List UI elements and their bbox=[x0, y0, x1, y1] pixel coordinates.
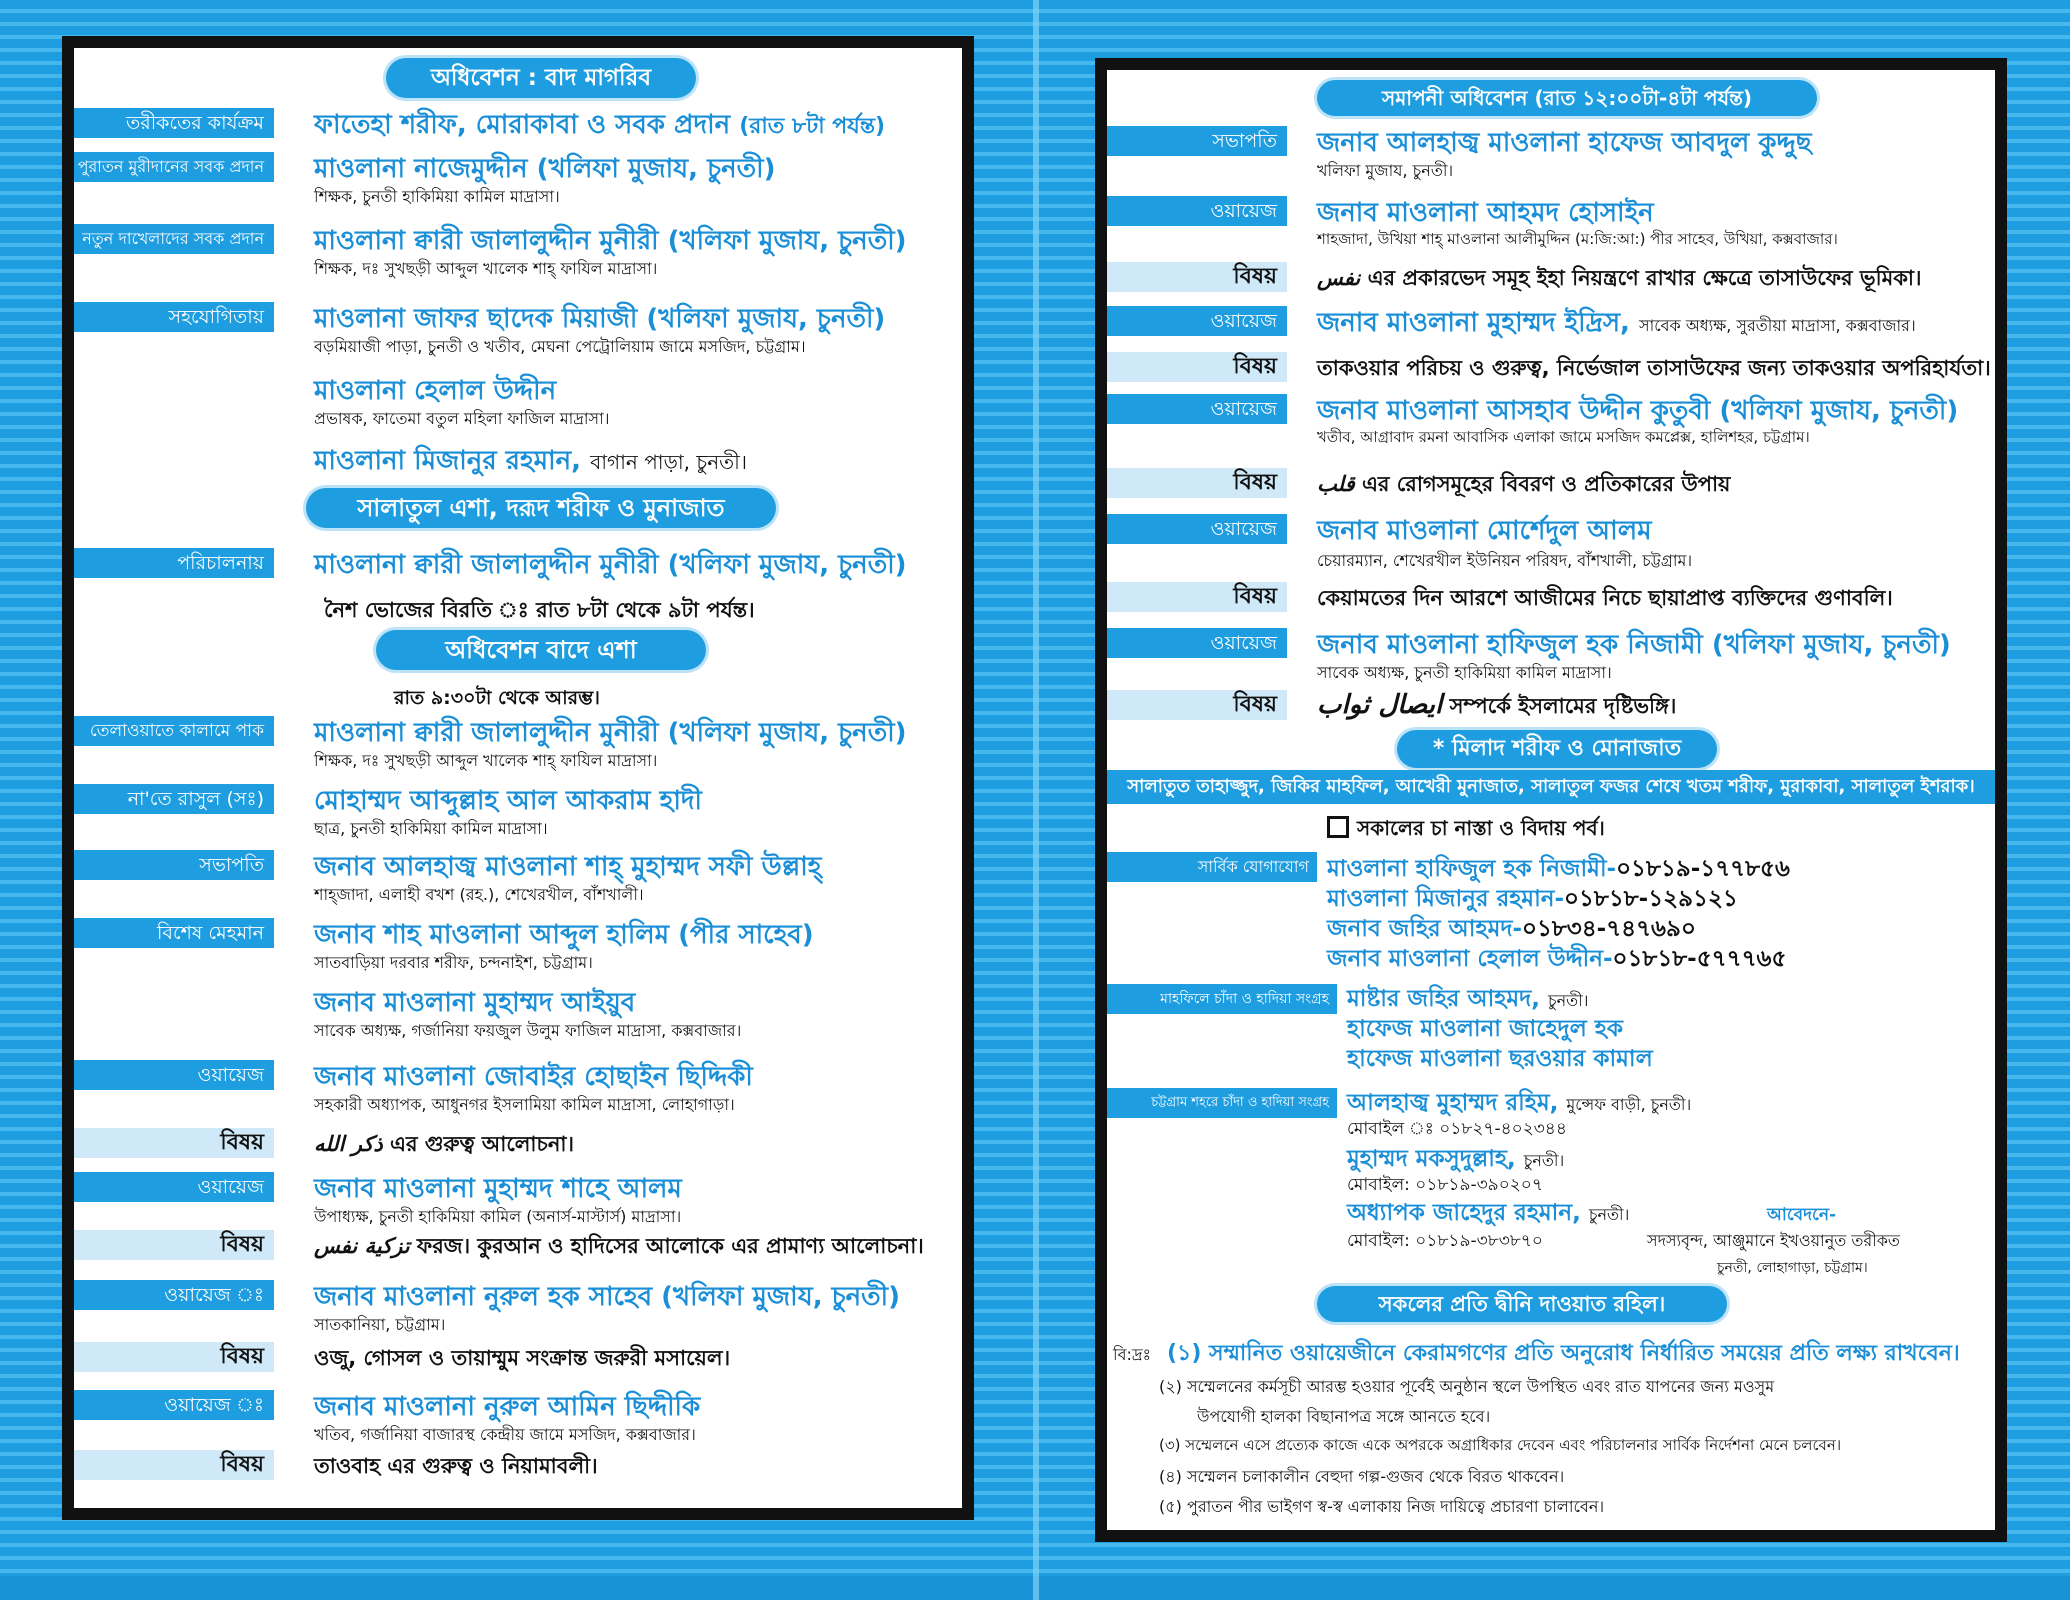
row-name: মাওলানা ক্বারী জালালুদ্দীন মুনীরী (খলিফা মুজায, চুনতী) bbox=[314, 550, 907, 580]
contact-name: জনাব জহির আহমদ- bbox=[1327, 916, 1522, 942]
arabic-term: تزكية نفس bbox=[314, 1233, 410, 1258]
row-label: বিষয় bbox=[74, 1128, 274, 1158]
row-name: মাওলানা নাজেমুদ্দীন (খলিফা মুজায, চুনতী) bbox=[314, 154, 776, 184]
row-label: ওয়ায়েজ bbox=[1107, 196, 1287, 226]
contact-line bbox=[1327, 940, 1786, 979]
dinner-break: নৈশ ভোজের বিরতি ঃ রাত ৮টা থেকে ৯টা পর্যন্ত। bbox=[324, 598, 755, 622]
row-sub: ছাত্র, চুনতী হাকিমিয়া কামিল মাদ্রাসা। bbox=[314, 819, 548, 838]
row-label: না'তে রাসুল (সঃ) bbox=[74, 784, 274, 814]
contact-name: জনাব মাওলানা হেলাল উদ্দীন- bbox=[1327, 946, 1613, 972]
row-name: জনাব মাওলানা নুরুল হক সাহেব (খলিফা মুজায, চুনতী) bbox=[314, 1282, 901, 1312]
row-label: ওয়ায়েজ ঃ bbox=[74, 1280, 274, 1310]
breakfast-line bbox=[1327, 814, 1605, 847]
row-topic bbox=[314, 1230, 924, 1265]
topic-text: এর গুরুত্ব আলোচনা। bbox=[390, 1132, 574, 1156]
row-name-text: ফাতেহা শরীফ, মোরাকাবা ও সবক প্রদান bbox=[314, 110, 731, 140]
row-sub: সাতবাড়িয়া দরবার শরীফ, চন্দনাইশ, চট্টগ্রাম। bbox=[314, 953, 593, 972]
arabic-term: ذكر الله bbox=[314, 1131, 383, 1156]
row-topic bbox=[1317, 262, 1922, 297]
extra-name-text: মাওলানা মিজানুর রহমান, bbox=[314, 446, 582, 476]
topic-text: এর রোগসমূহের বিবরণ ও প্রতিকারের উপায় bbox=[1361, 472, 1731, 496]
arabic-term: ايصال ثواب bbox=[1317, 690, 1443, 720]
right-panel bbox=[1095, 58, 2007, 1542]
row-label: বিষয় bbox=[1107, 352, 1287, 382]
header-closing: সমাপনী অধিবেশন (রাত ১২:০০টা-৪টা পর্যন্ত) bbox=[1317, 80, 1817, 116]
row-sub: খতীব, আগ্রাবাদ রমনা আবাসিক এলাকা জামে মসজিদ কমপ্লেক্স, হালিশহর, চট্টগ্রাম। bbox=[1317, 428, 1810, 446]
row-name: মাওলানা জাফর ছাদেক মিয়াজী (খলিফা মুজায, চুনতী) bbox=[314, 304, 886, 334]
row-topic: তাওবাহ এর গুরুত্ব ও নিয়ামাবলী। bbox=[314, 1454, 598, 1478]
row-name: জনাব মাওলানা মুহাম্মদ শাহে আলম bbox=[314, 1174, 682, 1204]
row-sub: শিক্ষক, দঃ সুখছড়ী আব্দুল খালেক শাহ্ ফাযিল মাদ্রাসা। bbox=[314, 259, 658, 278]
row-label: পরিচালনায় bbox=[74, 548, 274, 578]
arabic-term: نفس bbox=[1317, 265, 1361, 290]
row-sub: সাতকানিয়া, চট্টগ্রাম। bbox=[314, 1315, 446, 1334]
note-item: (৪) সম্মেলন চলাকালীন বেহুদা গল্প-গুজব থেকে বিরত থাকবেন। bbox=[1159, 1467, 1565, 1486]
row-label: বিষয় bbox=[1107, 690, 1287, 720]
extra-name-small: বাগান পাড়া, চুনতী। bbox=[590, 450, 748, 474]
donation-name: মাষ্টার জহির আহমদ, bbox=[1347, 986, 1540, 1012]
row-label: বিষয় bbox=[74, 1342, 274, 1372]
left-panel bbox=[62, 36, 974, 1520]
donation-place: চুনতী। bbox=[1547, 991, 1589, 1010]
topic-text: সম্পর্কে ইসলামের দৃষ্টিভঙ্গি। bbox=[1449, 694, 1677, 718]
city-name: আলহাজ্ব মুহাম্মদ রহিম, bbox=[1347, 1090, 1559, 1116]
city-label: চট্টগ্রাম শহরে চাঁদা ও হাদিয়া সংগ্রহ bbox=[1107, 1088, 1337, 1118]
donation-line: হাফেজ মাওলানা ছরওয়ার কামাল bbox=[1347, 1046, 1653, 1072]
row-name: মাওলানা ক্বারী জালালুদ্দীন মুনীরী (খলিফা মুজায, চুনতী) bbox=[314, 226, 907, 256]
breakfast-text: সকালের চা নাস্তা ও বিদায় পর্ব। bbox=[1357, 816, 1605, 840]
city-phone: মোবাইল ঃ ০১৮২৭-৪০২৩৪৪ bbox=[1347, 1119, 1567, 1139]
row-label: ওয়ায়েজ bbox=[74, 1060, 274, 1090]
city-name: অধ্যাপক জাহেদুর রহমান, bbox=[1347, 1200, 1581, 1226]
row-name: জনাব আলহাজ্ব মাওলানা হাফেজ আবদুল কুদ্দুছ bbox=[1317, 128, 1812, 158]
city-phone: মোবাইল: ০১৮১৯-৩৮৩৮৭০ bbox=[1347, 1231, 1543, 1251]
arabic-term: قلب bbox=[1317, 471, 1355, 496]
row-label: বিষয় bbox=[1107, 262, 1287, 292]
checkbox-icon bbox=[1327, 816, 1349, 838]
contact-number: ০১৮১৮-১২৯১২১ bbox=[1564, 886, 1738, 912]
row-sub: বড়মিয়াজী পাড়া, চুনতী ও খতীব, মেঘনা পেট্রোলিয়াম জামে মসজিদ, চট্টগ্রাম। bbox=[314, 337, 806, 356]
header-isha: সালাতুল এশা, দরূদ শরীফ ও মুনাজাত bbox=[306, 488, 776, 528]
appeal-title: আবেদনে- bbox=[1767, 1205, 1837, 1225]
extra-sub: প্রভাষক, ফাতেমা বতুল মহিলা ফাজিল মাদ্রাসা। bbox=[314, 409, 610, 428]
row-name: জনাব মাওলানা মোর্শেদুল আলম bbox=[1317, 516, 1652, 546]
appeal-line: চুনতী, লোহাগাড়া, চট্টগ্রাম। bbox=[1717, 1260, 1868, 1276]
row-label: সভাপতি bbox=[1107, 126, 1287, 156]
fold-line bbox=[1033, 0, 1039, 1600]
contact-name: মাওলানা মিজানুর রহমান- bbox=[1327, 886, 1565, 912]
row-name: মাওলানা ক্বারী জালালুদ্দীন মুনীরী (খলিফা মুজায, চুনতী) bbox=[314, 718, 907, 748]
row-label: পুরাতন মুরীদানের সবক প্রদান bbox=[74, 152, 274, 182]
row-label: বিষয় bbox=[1107, 468, 1287, 498]
row-label: বিষয় bbox=[1107, 582, 1287, 612]
extra-name bbox=[314, 440, 747, 484]
row-label: নতুন দাখেলাদের সবক প্রদান bbox=[74, 224, 274, 254]
row-sub: সহকারী অধ্যাপক, আধুনগর ইসলামিয়া কামিল মাদ্রাসা, লোহাগাড়া। bbox=[314, 1095, 735, 1114]
row-name: জনাব মাওলানা হাফিজুল হক নিজামী (খলিফা মুজায, চুনতী) bbox=[1317, 630, 1951, 660]
row-sub: চেয়ারম্যান, শেখেরখীল ইউনিয়ন পরিষদ, বাঁশখালী, চট্টগ্রাম। bbox=[1317, 551, 1693, 570]
donation-label: মাহফিলে চাঁদা ও হাদিয়া সংগ্রহ bbox=[1107, 984, 1337, 1014]
row-label: ওয়ায়েজ bbox=[1107, 306, 1287, 336]
extra-name: জনাব মাওলানা মুহাম্মদ আইয়ুব bbox=[314, 988, 636, 1018]
city-place: চুনতী। bbox=[1588, 1205, 1630, 1224]
row-sub: শাহজাদা, উখিয়া শাহ্ মাওলানা আলীমুদ্দিন (ম:জি:আ:) পীর সাহেব, উখিয়া, কক্সবাজার। bbox=[1317, 230, 1838, 248]
note-item: (২) সম্মেলনের কর্মসূচী আরম্ভ হওয়ার পূর্বেই অনুষ্ঠান স্থলে উপস্থিত এবং রাত যাপনের জন্য মওসুম bbox=[1159, 1377, 1775, 1396]
row-sub: খলিফা মুজায, চুনতী। bbox=[1317, 161, 1454, 180]
row-name: মোহাম্মদ আব্দুল্লাহ আল আকরাম হাদী bbox=[314, 786, 702, 816]
start-time: রাত ৯:৩০টা থেকে আরম্ভ। bbox=[394, 687, 600, 709]
row-sub: উপাধ্যক্ষ, চুনতী হাকিমিয়া কামিল (অনার্স-মাস্টার্স) মাদ্রাসা। bbox=[314, 1207, 682, 1226]
topic-text: ফরজ। কুরআন ও হাদিসের আলোকে এর প্রামাণ্য আলোচনা। bbox=[416, 1234, 924, 1258]
contact-number: ০১৮১৮-৫৭৭৭৬৫ bbox=[1612, 946, 1787, 972]
extra-name: মাওলানা হেলাল উদ্দীন bbox=[314, 376, 557, 406]
header-maghrib: অধিবেশন : বাদ মাগরিব bbox=[386, 58, 696, 98]
row-label: ওয়ায়েজ ঃ bbox=[74, 1390, 274, 1420]
row-name-small: সাবেক অধ্যক্ষ, সুরতীয়া মাদ্রাসা, কক্সবাজার। bbox=[1639, 316, 1916, 335]
row-name-text: জনাব মাওলানা মুহাম্মদ ইদ্রিস, bbox=[1317, 308, 1630, 338]
row-name: জনাব মাওলানা আসহাব উদ্দীন কুতুবী (খলিফা মুজায, চুনতী) bbox=[1317, 396, 1959, 426]
note-item: (১) সম্মানিত ওয়ায়েজীনে কেরামগণের প্রতি অনুরোধ নির্ধারিত সময়ের প্রতি লক্ষ্য রাখবেন। bbox=[1167, 1341, 1960, 1366]
city-place: মুন্সেফ বাড়ী, চুনতী। bbox=[1566, 1095, 1692, 1114]
row-topic: কেয়ামতের দিন আরশে আজীমের নিচে ছায়াপ্রাপ্ত ব্যক্তিদের গুণাবলি। bbox=[1317, 586, 1893, 610]
topic-text: এর প্রকারভেদ সমূহ ইহা নিয়ন্ত্রণে রাখার ক্ষেত্রে তাসাউফের ভূমিকা। bbox=[1367, 266, 1922, 290]
row-sub: খতিব, গর্জানিয়া বাজারস্থ কেন্দ্রীয় জামে মসজিদ, কক্সবাজার। bbox=[314, 1425, 696, 1444]
row-topic bbox=[1317, 690, 1676, 725]
header-milad: * মিলাদ শরীফ ও মোনাজাত bbox=[1397, 730, 1717, 768]
row-label: বিশেষ মেহমান bbox=[74, 918, 274, 948]
row-name bbox=[1317, 302, 1916, 346]
row-topic bbox=[1317, 468, 1730, 503]
city-phone: মোবাইল: ০১৮১৯-৩৯০২০৭ bbox=[1347, 1175, 1543, 1195]
row-sub: সাবেক অধ্যক্ষ, চুনতী হাকিমিয়া কামিল মাদ্রাসা। bbox=[1317, 663, 1612, 682]
row-topic: ওজু, গোসল ও তায়াম্মুম সংক্রান্ত জরুরী মসায়েল। bbox=[314, 1346, 731, 1370]
row-name: জনাব মাওলানা আহমদ হোসাইন bbox=[1317, 198, 1654, 228]
row-label: সহযোগিতায় bbox=[74, 302, 274, 332]
notes-prefix: বি:দ্রঃ bbox=[1113, 1345, 1152, 1364]
row-name bbox=[314, 104, 885, 148]
row-sub: শিক্ষক, দঃ সুখছড়ী আব্দুল খালেক শাহ্ ফাযিল মাদ্রাসা। bbox=[314, 751, 658, 770]
row-topic bbox=[314, 1128, 574, 1163]
row-label: বিষয় bbox=[74, 1450, 274, 1480]
contact-label: সার্বিক যোগাযোগ bbox=[1107, 852, 1317, 882]
donation-line: হাফেজ মাওলানা জাহেদুল হক bbox=[1347, 1016, 1623, 1042]
extra-sub: সাবেক অধ্যক্ষ, গর্জানিয়া ফয়জুল উলুম ফাজিল মাদ্রাসা, কক্সবাজার। bbox=[314, 1021, 742, 1040]
note-item: (৫) পুরাতন পীর ভাইগণ স্ব-স্ব এলাকায় নিজ দায়িত্বে প্রচারণা চালাবেন। bbox=[1159, 1497, 1605, 1516]
row-label: বিষয় bbox=[74, 1230, 274, 1260]
row-label: ওয়ায়েজ bbox=[74, 1172, 274, 1202]
invite-pill: সকলের প্রতি দ্বীনি দাওয়াত রহিল। bbox=[1317, 1286, 1727, 1322]
row-topic: তাকওয়ার পরিচয় ও গুরুত্ব, নির্ভেজাল তাসাউফের জন্য তাকওয়ার অপরিহার্যতা। bbox=[1317, 356, 1991, 380]
row-name: জনাব মাওলানা নুরুল আমিন ছিদ্দীকি bbox=[314, 1392, 701, 1422]
row-name: জনাব শাহ মাওলানা আব্দুল হালিম (পীর সাহেব) bbox=[314, 920, 814, 950]
row-label: ওয়ায়েজ bbox=[1107, 514, 1287, 544]
contact-number: ০১৮১৯-১৭৭৮৫৬ bbox=[1616, 856, 1790, 882]
note-item: উপযোগী হালকা বিছানাপত্র সঙ্গে আনতে হবে। bbox=[1197, 1407, 1491, 1426]
header-after-isha: অধিবেশন বাদে এশা bbox=[376, 630, 706, 670]
appeal-line: সদস্যবৃন্দ, আঞ্জুমানে ইখওয়ানুত তরীকত bbox=[1647, 1231, 1900, 1250]
row-name: জনাব মাওলানা জোবাইর হোছাইন ছিদ্দিকী bbox=[314, 1062, 753, 1092]
row-label: তেলাওয়াতে কালামে পাক bbox=[74, 716, 274, 746]
contact-number: ০১৮৩৪-৭৪৭৬৯০ bbox=[1522, 916, 1696, 942]
row-sub: শাহ্জাদা, এলাহী বখশ (রহ.), শেখেরখীল, বাঁশখালী। bbox=[314, 885, 644, 904]
row-label: সভাপতি bbox=[74, 850, 274, 880]
row-name: জনাব আলহাজ্ব মাওলানা শাহ্ মুহাম্মদ সফী উল্লাহ্ bbox=[314, 852, 822, 882]
note-item: (৩) সম্মেলনে এসে প্রত্যেক কাজে একে অপরকে অগ্রাধিকার দেবেন এবং পরিচালনার সার্বিক নির্দেশনা মেনে চলবেন। bbox=[1159, 1436, 1842, 1454]
row-label: তরীকতের কার্যক্রম bbox=[74, 108, 274, 138]
row-sub: শিক্ষক, চুনতী হাকিমিয়া কামিল মাদ্রাসা। bbox=[314, 187, 560, 206]
row-label: ওয়ায়েজ bbox=[1107, 394, 1287, 424]
city-place: চুনতী। bbox=[1523, 1151, 1565, 1170]
city-name: মুহাম্মদ মকসুদুল্লাহ, bbox=[1347, 1146, 1516, 1172]
program-band: সালাতুত তাহাজ্জুদ, জিকির মাহফিল, আখেরী মুনাজাত, সালাতুল ফজর শেষে খতম শরীফ, মুরাকাবা, সালাতুল ইশরাক। bbox=[1107, 770, 1995, 804]
row-name-paren: (রাত ৮টা পর্যন্ত) bbox=[739, 114, 886, 139]
row-label: ওয়ায়েজ bbox=[1107, 628, 1287, 658]
contact-name: মাওলানা হাফিজুল হক নিজামী- bbox=[1327, 856, 1617, 882]
